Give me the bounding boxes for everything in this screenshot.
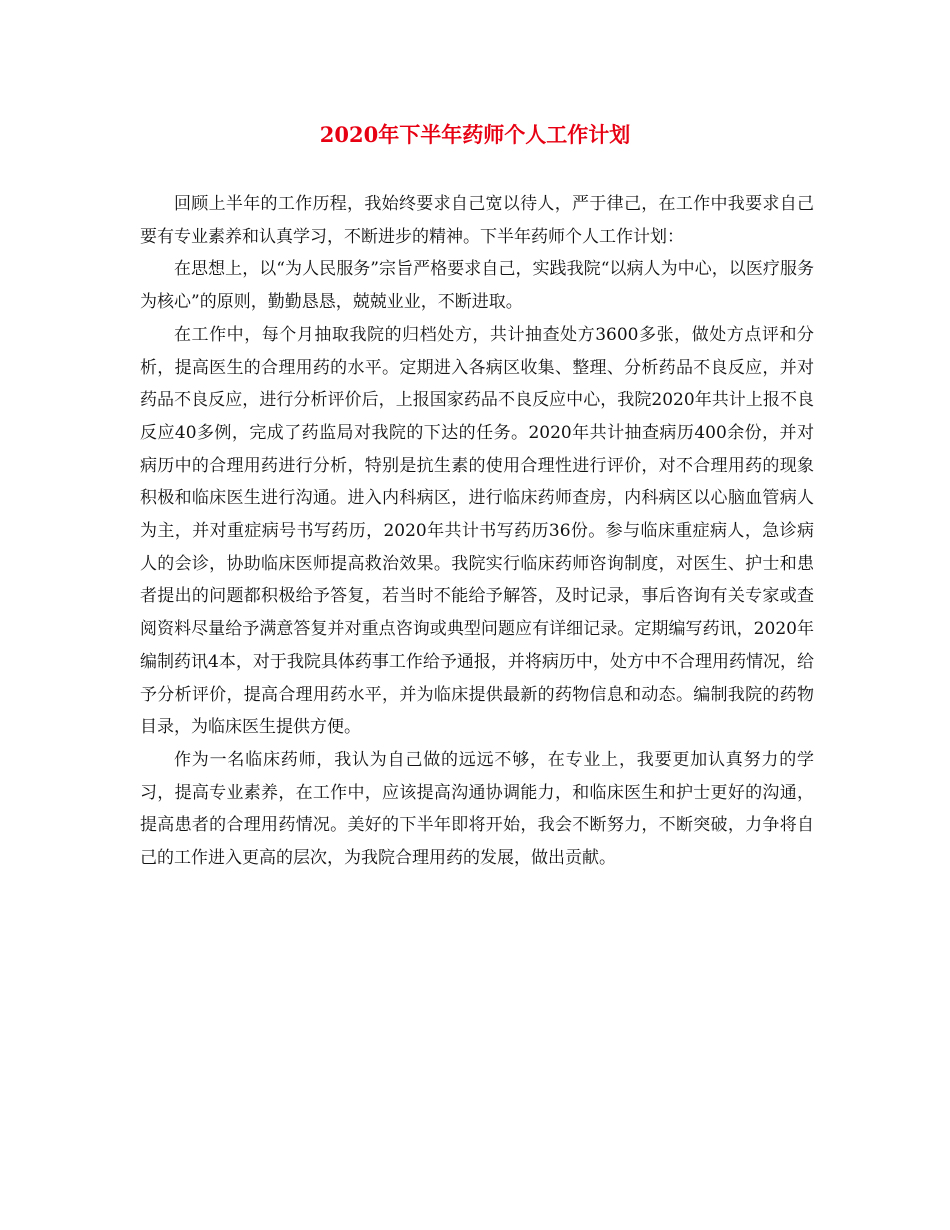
paragraph-intro: 回顾上半年的工作历程，我始终要求自己宽以待人，严于律己，在工作中我要求自己要有专业素养和认真学习，不断进步的精神。下半年药师个人工作计划： — [140, 194, 814, 247]
paragraph-ideology: 在思想上，以“为人民服务”宗旨严格要求自己，实践我院“以病人为中心，以医疗服务为核心”的原则，勤勤恳恳，兢兢业业，不断进取。 — [140, 259, 814, 313]
paragraph-work: 在工作中，每个月抽取我院的归档处方，共计抽查处方3600多张，做处方点评和分析，提高医生的合理用药的水平。定期进入各病区收集、整理、分析药品不良反应，并对药品不良反应，进行分析评价后，上报国家药品不良反应中心，我院2020年共计上报不良反应40多例，完成了药监局对我院的下达的任务。2020年共计抽查病历400余份，并对病历中的合理用药进行分析，特别是抗生素的使用合理性进行评价，对不合理用药的现象积极和临床医生进行沟通。进入内科病区，进行临床药师查房，内科病区以心脑血管病人为主，并对重症病号书写药历，2020年共计书写药历36份。参与临床重症病人，急诊病人的会诊，协助临床医师提高救治效果。我院实行临床药师咨询制度，对医生、护士和患者提出的问题都积极给予答复，若当时不能给予解答，及时记录，事后咨询有关专家或查阅资料尽量给予满意答复并对重点咨询或典型问题应有详细记录。定期编写药讯，2020年编制药讯4本，对于我院具体药事工作给予通报，并将病历中，处方中不合理用药情况，给予分析评价，提高合理用药水平，并为临床提供最新的药物信息和动态。编制我院的药物目录，为临床医生提供方便。 — [140, 324, 814, 738]
paragraph-conclusion: 作为一名临床药师，我认为自己做的远远不够，在专业上，我要更加认真努力的学习，提高专业素养，在工作中，应该提高沟通协调能力，和临床医生和护士更好的沟通，提高患者的合理用药情况。美好的下半年即将开始，我会不断努力，不断突破，力争将自己的工作进入更高的层次，为我院合理用药的发展，做出贡献。 — [140, 749, 814, 869]
document-body — [140, 188, 814, 875]
document-title: 2020年下半年药师个人工作计划 — [319, 122, 631, 147]
